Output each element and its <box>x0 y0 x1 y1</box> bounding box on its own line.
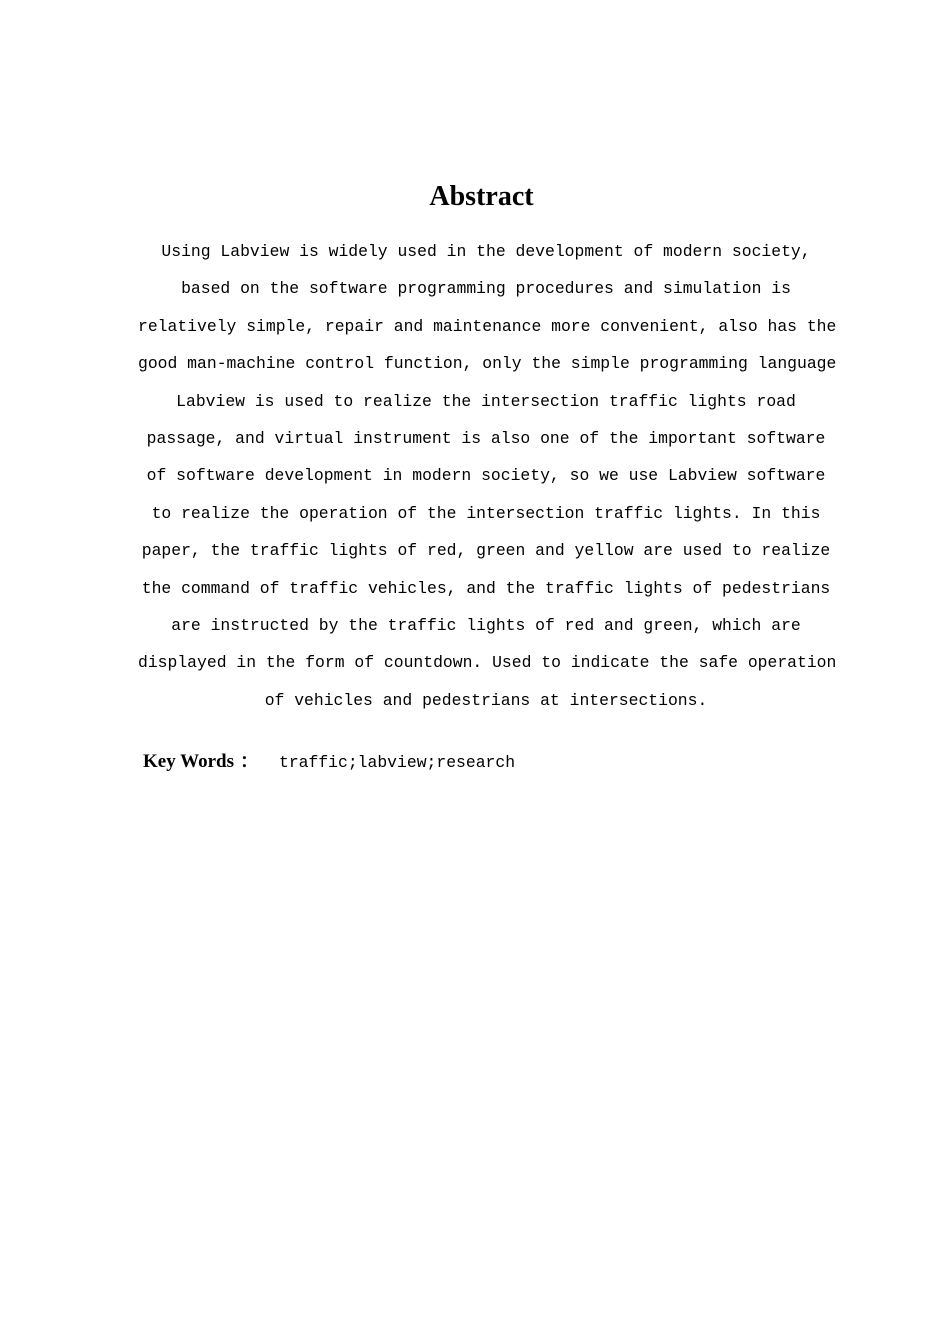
abstract-line: of software development in modern society, so we use Labview software <box>146 466 826 486</box>
abstract-line: Labview is used to realize the intersection traffic lights road <box>176 391 796 411</box>
page-title: Abstract <box>429 181 534 212</box>
abstract-line: of vehicles and pedestrians at intersections. <box>264 690 708 710</box>
abstract-line: to realize the operation of the intersection traffic lights. In this <box>151 503 821 523</box>
abstract-line: the command of traffic vehicles, and the traffic lights of pedestrians <box>141 578 831 598</box>
abstract-line: displayed in the form of countdown. Used to indicate the safe operation <box>138 653 837 673</box>
keywords-value: traffic;labview;research <box>278 753 516 772</box>
keywords-separator: ： <box>239 751 259 772</box>
keywords-label: Key Words <box>143 751 234 772</box>
abstract-body <box>138 233 837 719</box>
abstract-line: good man-machine control function, only the simple programming language <box>138 354 837 374</box>
abstract-line: passage, and virtual instrument is also one of the important software <box>146 429 826 449</box>
abstract-line: are instructed by the traffic lights of red and green, which are <box>171 616 801 636</box>
abstract-line: Using Labview is widely used in the development of modern society, <box>161 242 811 261</box>
abstract-line: paper, the traffic lights of red, green and yellow are used to realize <box>141 541 831 561</box>
abstract-line: relatively simple, repair and maintenance more convenient, also has the <box>138 316 837 336</box>
keywords-row <box>143 748 515 777</box>
abstract-line: based on the software programming procedures and simulation is <box>181 279 791 299</box>
